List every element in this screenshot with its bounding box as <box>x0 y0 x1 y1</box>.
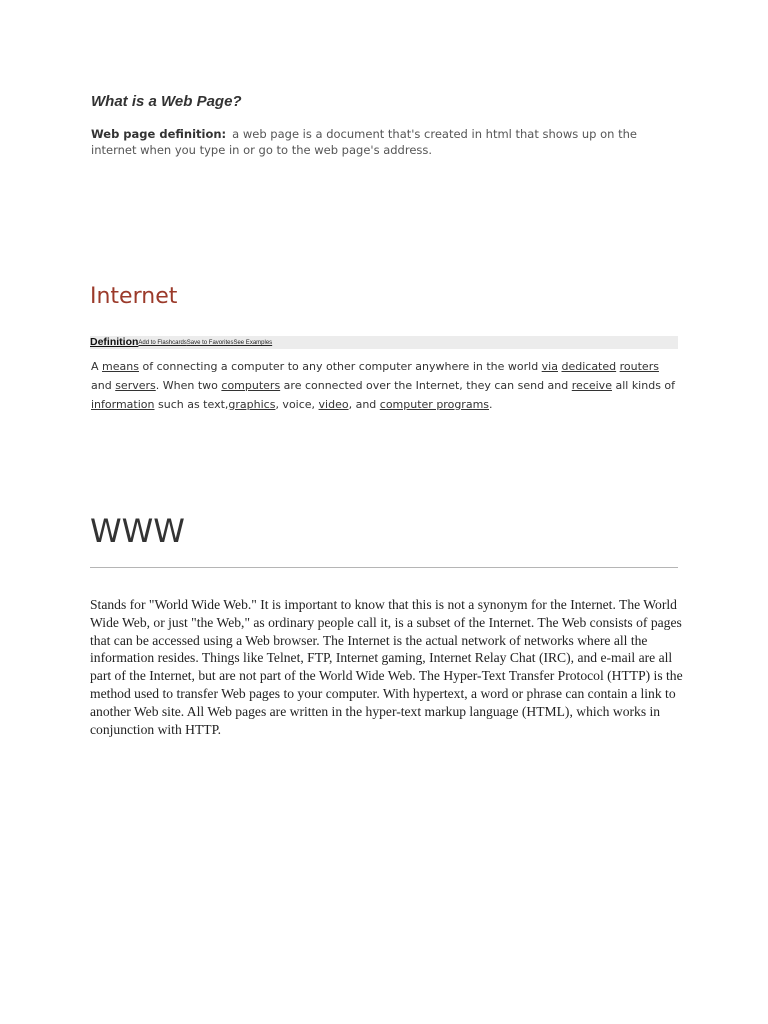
text-run: of connecting a computer to any other computer anywhere in the world <box>138 360 542 373</box>
add-to-flashcards-link[interactable]: Add to Flashcards <box>138 340 187 346</box>
link-information[interactable]: information <box>91 398 155 411</box>
www-heading: WWW <box>90 512 185 550</box>
text-run: . <box>489 398 493 411</box>
internet-heading: Internet <box>90 284 178 309</box>
definition-bar <box>90 336 678 349</box>
www-definition-paragraph: Stands for "World Wide Web." It is important to know that this is not a synonym for the Internet. The World Wide Web, or just "the Web," as ordinary people call it, is a subset of the Internet. The Web consists of pages that can be accessed using a Web browser. The Internet is the actual network of networks where all the information resides. Things like Telnet, FTP, Internet gaming, Internet Relay Chat (IRC), and e-mail are all part of the Internet, but are not part of the World Wide Web. The Hyper-Text Transfer Protocol (HTTP) is the method used to transfer Web pages to your computer. With hypertext, a word or phrase can contain a link to another Web site. All Web pages are written in the hyper-text markup language (HTML), which works in conjunction with HTTP. <box>90 597 683 737</box>
save-to-favorites-link[interactable]: Save to Favorites <box>186 340 234 346</box>
webpage-definition-text: a web page is a document that's created in html that shows up on the internet when you type in or go to the web page's address. <box>91 127 637 157</box>
link-routers[interactable]: routers <box>619 360 659 373</box>
webpage-definition <box>91 126 671 158</box>
link-dedicated[interactable]: dedicated <box>561 360 617 373</box>
link-servers[interactable]: servers <box>115 379 156 392</box>
text-run: are connected over the Internet, they can send and <box>280 379 572 392</box>
see-examples-link[interactable]: See Examples <box>233 340 273 346</box>
text-run: , voice, <box>275 398 319 411</box>
text-run: , and <box>348 398 380 411</box>
link-receive[interactable]: receive <box>571 379 612 392</box>
section-divider <box>90 567 678 568</box>
text-run: A <box>91 360 103 373</box>
link-computer-programs[interactable]: computer programs <box>379 398 490 411</box>
link-graphics[interactable]: graphics <box>228 398 276 411</box>
text-run: all kinds of <box>611 379 676 392</box>
link-via[interactable]: via <box>541 360 558 373</box>
text-run: and <box>91 379 116 392</box>
definition-label: Definition <box>90 336 139 348</box>
link-means[interactable]: means <box>102 360 139 373</box>
webpage-definition-term: Web page definition: <box>91 127 227 141</box>
internet-definition-paragraph <box>91 357 681 414</box>
link-computers[interactable]: computers <box>221 379 281 392</box>
link-video[interactable]: video <box>318 398 349 411</box>
text-run: such as text, <box>154 398 229 411</box>
webpage-heading: What is a Web Page? <box>91 93 242 110</box>
text-run: . When two <box>155 379 222 392</box>
